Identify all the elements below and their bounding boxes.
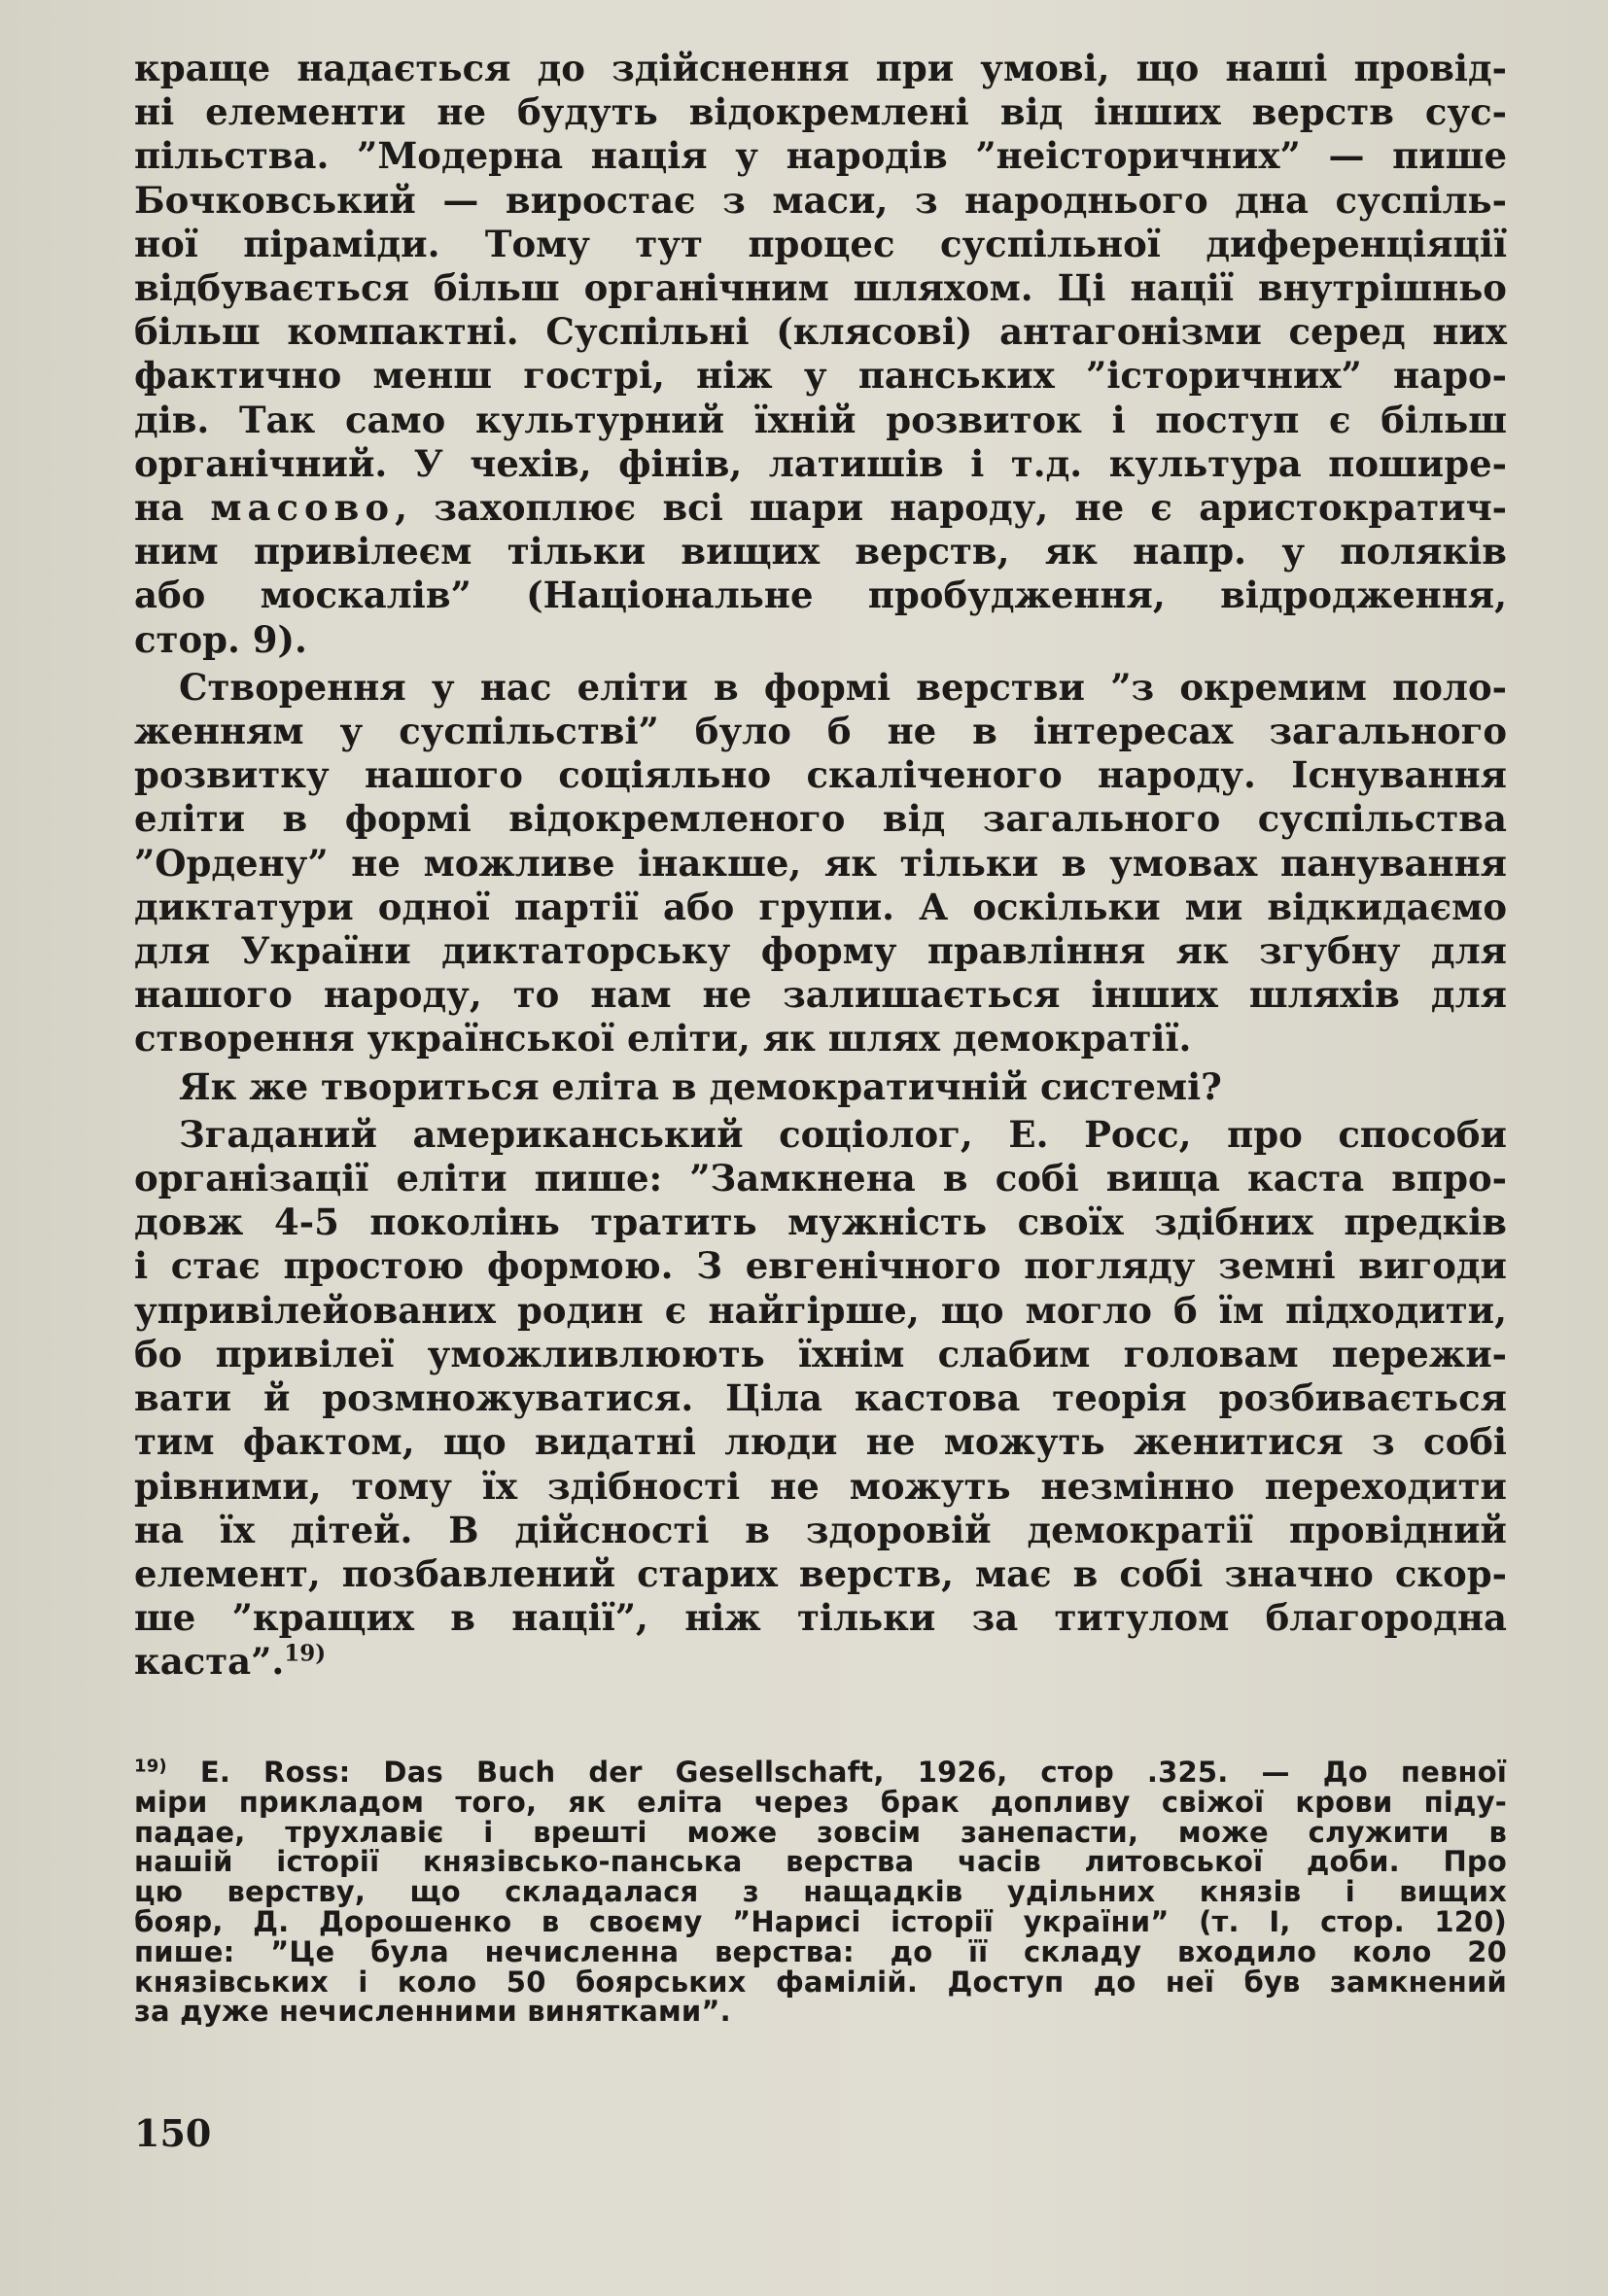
text-line: ше ”кращих в нації”, ніж тільки за титулом благородна	[134, 1596, 1507, 1640]
text-fragment: каста”.	[134, 1640, 285, 1684]
footnote-marker: 19)	[134, 1756, 167, 1777]
text-line: еліти в формі відокремленого від загального суспільства	[134, 797, 1507, 841]
text-line: стор. 9).	[134, 617, 307, 661]
text-line: і стає простою формою. З евгенічного погляду земні вигоди	[134, 1244, 1507, 1288]
text-line: тим фактом, що видатні люди не можуть женитися з собі	[134, 1420, 1507, 1464]
text-line: відбувається більш органічним шляхом. Ці нації внутрішньо	[134, 266, 1507, 310]
footnote-line: пише: ”Це була нечисленна верства: до її складу входило коло 20	[134, 1934, 1507, 1968]
text-line: бо привілеї уможливлюють їхнім слабим головам пережи-	[134, 1332, 1507, 1375]
text-line: розвитку нашого соціяльно скаліченого народу. Існування	[134, 753, 1507, 797]
text-line: диктатури одної партії або групи. А оскільки ми відкидаємо	[134, 885, 1507, 928]
text-line: організації еліти пише: ”Замкнена в собі вища каста впро-	[134, 1157, 1507, 1200]
footnote-line: князівських і коло 50 боярських фамілій. Доступ до неї був замкнений	[134, 1965, 1507, 1999]
text-line: фактично менш гострі, ніж у панських ”історичних” наро-	[134, 354, 1507, 398]
text-line: створення української еліти, як шлях демократії.	[134, 1017, 1192, 1061]
text-line: ні елементи не будуть відокремлені від інших верств сус-	[134, 90, 1507, 134]
text-fragment: E. Ross: Das Buch der Gesellschaft, 1926, стор .325. — До певної	[166, 1756, 1507, 1789]
text-line: для України диктаторську форму правління як згубну для	[134, 929, 1507, 973]
emphasized-word: масово	[210, 486, 396, 530]
footnote-line: падае, трухлавіє і врешті може зовсім занепасти, може служити в	[134, 1815, 1507, 1849]
text-line: ної піраміди. Тому тут процес суспільної диференціяції	[134, 222, 1507, 265]
text-line: Створення у нас еліти в формі верстви ”з окремим поло-	[179, 665, 1507, 709]
text-line: краще надається до здійснення при умові, що наші провід-	[134, 47, 1507, 89]
text-line: Бочковський — виростає з маси, з народнього дна суспіль-	[134, 178, 1507, 222]
text-line: ”Ордену” не можливе інакше, як тільки в умовах панування	[134, 841, 1507, 885]
text-line: вати й розмножуватися. Ціла кастова теорія розбивається	[134, 1376, 1507, 1420]
footnote-line	[134, 1757, 1507, 1788]
page-number: 150	[134, 2111, 212, 2155]
footnote-line: нашій історії князівсько-панська верства часів литовської доби. Про	[134, 1845, 1507, 1879]
footnote	[134, 1757, 1507, 2027]
text-line: більш компактні. Суспільні (клясові) антагонізми серед них	[134, 310, 1507, 354]
text-line: рівними, тому їх здібності не можуть незмінно переходити	[134, 1464, 1507, 1508]
text-line	[134, 1640, 1507, 1684]
footnote-line: міри прикладом того, як еліта через брак допливу свіжої крови піду-	[134, 1785, 1507, 1819]
text-line	[134, 486, 1507, 530]
text-line: елемент, позбавлений старих верств, має в собі значно скор-	[134, 1551, 1507, 1595]
footnote-line: цю верству, що складалася з нащадків удільних князів і вищих	[134, 1875, 1507, 1909]
footnote-line: бояр, Д. Дорошенко в своєму ”Нарисі історії україни” (т. I, стор. 120)	[134, 1904, 1507, 1938]
footnote-reference: 19)	[284, 1640, 327, 1667]
text-line: ним привілеєм тільки вищих верств, як напр. у поляків	[134, 530, 1507, 574]
text-fragment: на	[134, 486, 211, 530]
text-line: женням у суспільстві” було б не в інтересах загального	[134, 710, 1507, 753]
text-line: дів. Так само культурний їхній розвиток і поступ є більш	[134, 398, 1507, 441]
text-line: Згаданий американський соціолог, Е. Росс, про способи	[179, 1112, 1507, 1156]
text-line: довж 4-5 поколінь тратить мужність своїх здібних предків	[134, 1200, 1507, 1244]
text-line: або москалів” (Національне пробудження, відродження,	[134, 574, 1507, 617]
footnote-line: за дуже нечисленними винятками”.	[134, 1995, 731, 2029]
text-line: пільства. ”Модерна нація у народів ”неісторичних” — пише	[134, 134, 1507, 178]
text-line: Як же твориться еліта в демократичній системі?	[179, 1064, 1222, 1108]
text-line: на їх дітей. В дійсності в здоровій демократії провідний	[134, 1508, 1507, 1551]
text-line: нашого народу, то нам не залишається інших шляхів для	[134, 973, 1507, 1017]
text-line: органічний. У чехів, фінів, латишів і т.д. культура поширe-	[134, 441, 1507, 485]
text-fragment: , захоплює всі шари народу, не є аристократич-	[395, 486, 1508, 530]
main-text	[134, 47, 1507, 1685]
text-line: упривілейованих родин є найгірше, що могло б їм підходити,	[134, 1288, 1507, 1332]
